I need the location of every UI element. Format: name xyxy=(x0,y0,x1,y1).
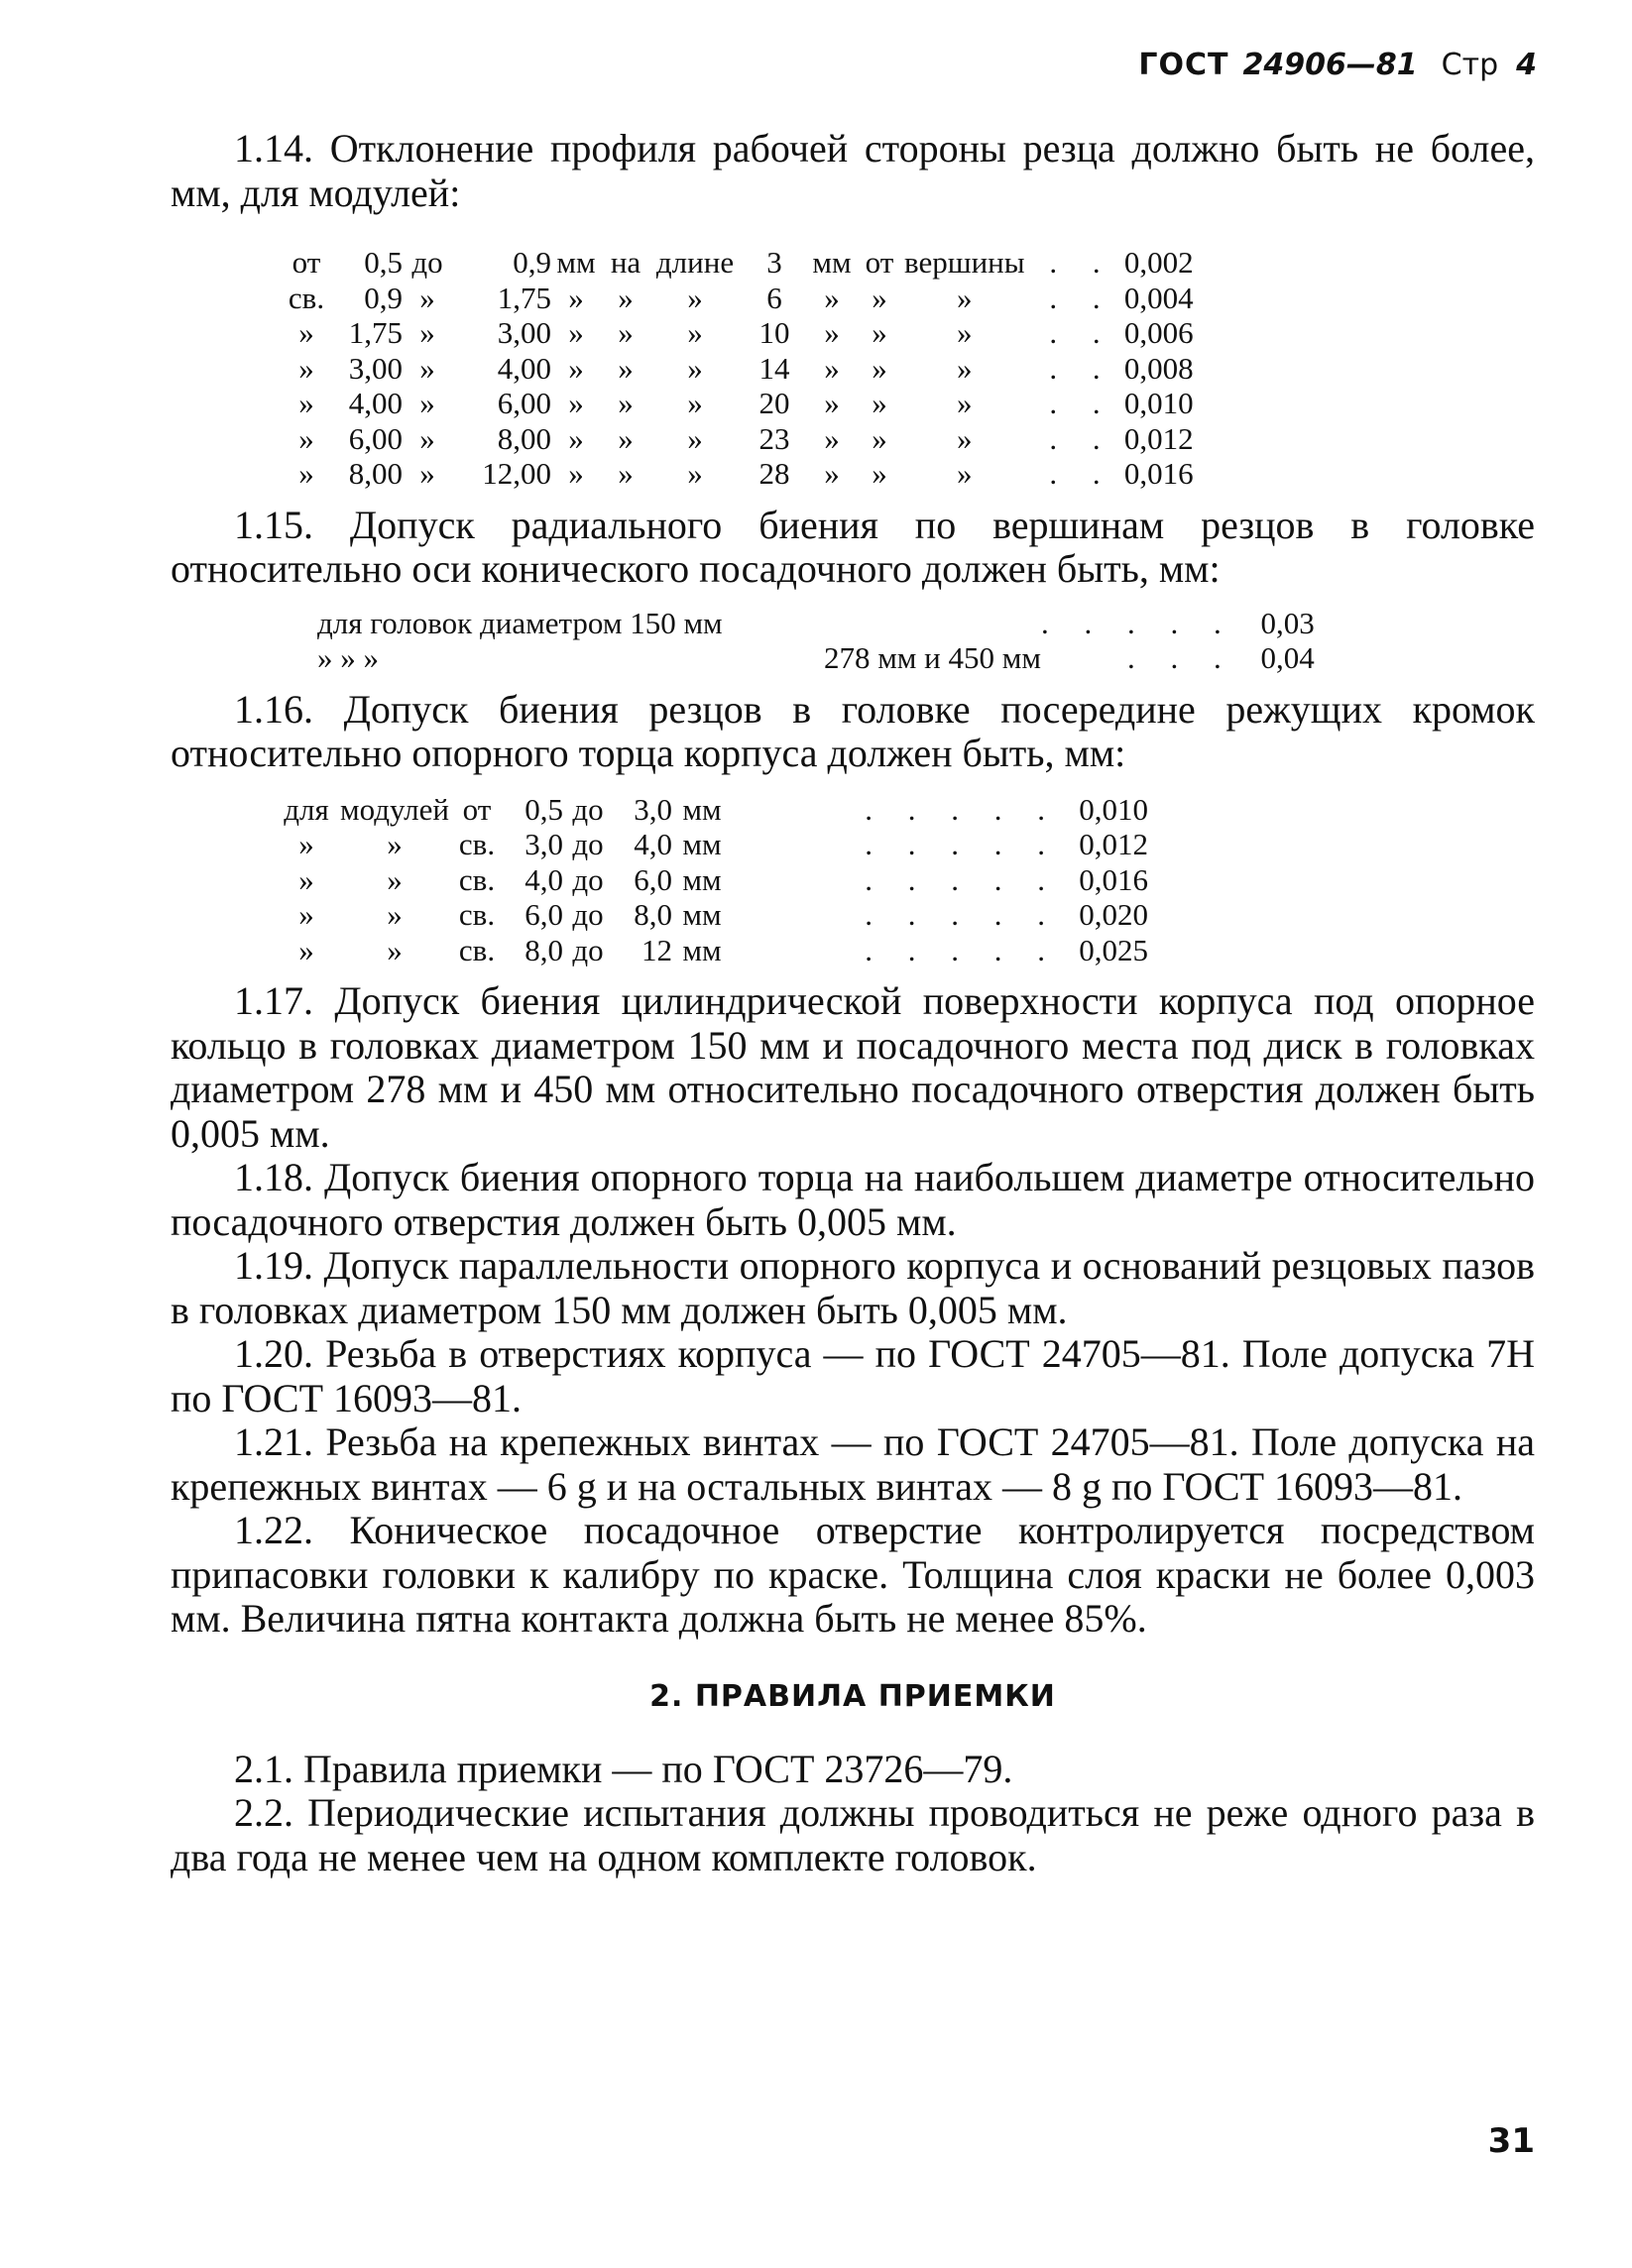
table-cell: » xyxy=(824,315,840,350)
table-cell: » xyxy=(568,456,584,491)
table-cell: » xyxy=(568,420,584,456)
table-cell: » xyxy=(872,386,887,420)
table-cell: 0,016 xyxy=(1079,861,1148,897)
table-cell: 4,00 xyxy=(348,386,403,420)
table-cell: . . . . . xyxy=(865,861,1059,897)
table-cell: 0,03 xyxy=(1260,605,1315,640)
table-cell: » xyxy=(824,350,840,386)
clause-1-14: 1.14. Отклонение профиля рабочей стороны резца должно быть не более, мм, для модулей: xyxy=(171,126,1535,215)
table-row xyxy=(317,640,1315,676)
table-cell: . . xyxy=(1049,245,1114,280)
table-cell: 3,0 xyxy=(634,791,672,827)
table-cell: » xyxy=(957,456,973,491)
table-cell: » xyxy=(824,456,840,491)
table-cell: 6,00 xyxy=(497,386,551,420)
table-cell: 0,9 xyxy=(364,280,403,315)
table-cell: 23 xyxy=(758,420,790,456)
table-cell: » xyxy=(568,350,584,386)
table-cell: модулей xyxy=(340,791,449,827)
table-cell: 4,0 xyxy=(634,827,672,861)
table-cell: » xyxy=(957,280,973,315)
table-cell: . . xyxy=(1049,350,1114,386)
table-row xyxy=(282,456,1194,492)
table-cell xyxy=(744,606,1041,641)
table-cell: 12 xyxy=(641,932,672,967)
document-body xyxy=(171,127,1535,1879)
header-standard-number: 24906—81 xyxy=(1242,48,1418,82)
table-cell: 1,75 xyxy=(348,315,403,350)
section-heading-acceptance-rules: 2. ПРАВИЛА ПРИЕМКИ xyxy=(649,1678,1056,1714)
clause-1-16: 1.16. Допуск биения резцов в головке посередине режущих кромок относительно опорного торца корпуса должен быть, мм: xyxy=(171,686,1535,775)
table-cell: . . xyxy=(1049,315,1114,350)
table-cell: 0,006 xyxy=(1123,315,1194,350)
table-cell: св. xyxy=(458,932,496,967)
table-cell: до xyxy=(572,897,604,932)
table-cell: мм xyxy=(682,861,722,897)
table-cell: » xyxy=(298,897,314,932)
table-cell: 0,016 xyxy=(1123,456,1194,491)
table-cell: 4,0 xyxy=(525,861,563,897)
table-cell: » xyxy=(618,420,634,456)
table-cell: 1,75 xyxy=(497,280,551,315)
table-cell: мм xyxy=(682,897,722,932)
table-cell: » xyxy=(618,386,634,420)
table-cell: . . . . . xyxy=(1041,605,1235,640)
table-cell: » xyxy=(687,386,703,420)
table-cell: 0,9 xyxy=(513,245,551,280)
table-cell: 6,00 xyxy=(348,420,403,456)
table-cell: 0,010 xyxy=(1123,386,1194,420)
table-cell: » xyxy=(298,456,314,491)
table-cell: 0,012 xyxy=(1079,827,1148,861)
profile-deviation-table xyxy=(282,245,1194,492)
table-cell: св. xyxy=(458,897,496,932)
table-cell: . . . . . xyxy=(865,932,1059,967)
table-cell: . . . xyxy=(1127,640,1235,675)
table-cell: » xyxy=(687,315,703,350)
table-cell: от xyxy=(462,791,492,827)
table-cell: » xyxy=(419,456,435,491)
table-cell: 6,0 xyxy=(525,897,563,932)
table-cell: мм xyxy=(556,245,596,280)
table-cell: 12,00 xyxy=(482,456,551,491)
table-row xyxy=(282,315,1194,351)
table-cell: » xyxy=(568,386,584,420)
table-cell: » xyxy=(298,420,314,456)
table-cell: » xyxy=(298,386,314,420)
table-cell: » xyxy=(419,280,435,315)
table-cell: 0,025 xyxy=(1079,932,1148,967)
cutter-runout-table xyxy=(276,792,1148,968)
table-cell: мм xyxy=(682,827,722,861)
table-cell: 8,0 xyxy=(525,932,563,967)
table-cell: до xyxy=(411,245,443,280)
clause-2-2: 2.2. Периодические испытания должны проводиться не реже одного раза в два года не менее чем на одном комплекте головок. xyxy=(171,1790,1535,1879)
table-cell: до xyxy=(572,932,604,967)
table-row xyxy=(282,245,1194,281)
table-cell: » xyxy=(872,420,887,456)
table-cell: » xyxy=(387,932,403,967)
clause-1-19: 1.19. Допуск параллельности опорного корпуса и оснований резцовых пазов в головках диаметром 150 мм должен быть 0,005 мм. xyxy=(171,1243,1535,1332)
table-cell: » xyxy=(387,827,403,861)
table-cell: от xyxy=(865,245,894,280)
table-cell: 0,010 xyxy=(1079,791,1148,827)
table-cell: » xyxy=(872,456,887,491)
table-cell: на xyxy=(610,245,641,280)
table-cell: » xyxy=(872,280,887,315)
table-cell: св. xyxy=(288,280,325,315)
table-cell: для xyxy=(284,791,329,827)
table-cell: . . xyxy=(1049,386,1114,420)
table-cell: 8,00 xyxy=(497,420,551,456)
clause-2-1: 2.1. Правила приемки — по ГОСТ 23726—79. xyxy=(234,1746,1013,1791)
table-cell: » xyxy=(419,386,435,420)
table-cell: . . xyxy=(1049,420,1114,456)
table-cell: » xyxy=(298,861,314,897)
table-cell: 6 xyxy=(766,280,782,315)
table-row xyxy=(317,606,1315,641)
table-cell: » xyxy=(298,315,314,350)
table-cell: 8,0 xyxy=(634,897,672,932)
table-cell: до xyxy=(572,791,604,827)
table-cell: » xyxy=(872,350,887,386)
table-cell: » xyxy=(957,386,973,420)
table-cell: мм xyxy=(682,932,722,967)
table-cell: . . . . . xyxy=(865,791,1059,827)
table-cell: » xyxy=(419,350,435,386)
table-cell: » xyxy=(957,420,973,456)
table-cell: до xyxy=(572,861,604,897)
table-cell: » xyxy=(298,827,314,861)
table-cell: св. xyxy=(458,861,496,897)
table-cell: . . xyxy=(1049,456,1114,491)
table-row xyxy=(276,933,1148,968)
table-cell: » xyxy=(687,420,703,456)
table-row xyxy=(282,386,1194,421)
clause-1-22: 1.22. Коническое посадочное отверстие контролируется посредством припасовки головки к калибру по краске. Толщина слоя краски не более 0,003 мм. Величина пятна контакта должна быть не менее 85%. xyxy=(171,1508,1535,1641)
table-cell: 3,00 xyxy=(348,350,403,386)
table-cell: » xyxy=(824,280,840,315)
table-cell: » xyxy=(687,280,703,315)
table-row xyxy=(276,792,1148,828)
table-cell: 3 xyxy=(766,245,782,280)
table-cell: » xyxy=(687,456,703,491)
table-cell: » xyxy=(568,315,584,350)
table-cell: 3,0 xyxy=(525,827,563,861)
table-cell: 4,00 xyxy=(497,350,551,386)
table-cell: 20 xyxy=(758,386,790,420)
table-cell: мм xyxy=(812,245,852,280)
header-page-label: Стр xyxy=(1441,48,1499,82)
table-cell: » xyxy=(298,932,314,967)
table-row xyxy=(276,827,1148,862)
table-cell: 28 xyxy=(758,456,790,491)
page-header xyxy=(1138,48,1537,82)
table-cell: мм xyxy=(682,791,722,827)
table-cell: 14 xyxy=(758,350,790,386)
table-cell: . . . . . xyxy=(865,897,1059,932)
table-cell: » xyxy=(872,315,887,350)
clause-1-18: 1.18. Допуск биения опорного торца на наибольшем диаметре относительно посадочного отверстия должен быть 0,005 мм. xyxy=(171,1155,1535,1244)
table-cell: » xyxy=(419,315,435,350)
clause-1-20: 1.20. Резьба в отверстиях корпуса — по ГОСТ 24705—81. Поле допуска 7Н по ГОСТ 16093—81. xyxy=(171,1331,1535,1420)
table-cell: » xyxy=(387,897,403,932)
table-cell: » xyxy=(387,861,403,897)
clause-1-21: 1.21. Резьба на крепежных винтах — по ГОСТ 24705—81. Поле допуска на крепежных винтах — 6 g и на остальных винтах — 8 g по ГОСТ 16093—81. xyxy=(171,1419,1535,1509)
clause-1-17: 1.17. Допуск биения цилиндрической поверхности корпуса под опорное кольцо в головках диаметром 150 мм и посадочного места под диск в головках диаметром 278 мм и 450 мм относительно посадочного отверстия должен быть 0,005 мм. xyxy=(171,978,1535,1156)
radial-runout-table xyxy=(317,606,1315,676)
table-cell: 0,020 xyxy=(1079,897,1148,932)
table-cell: 0,012 xyxy=(1123,420,1194,456)
table-cell: » xyxy=(298,350,314,386)
table-cell: для головок диаметром 150 мм xyxy=(317,605,723,640)
table-cell: 0,004 xyxy=(1123,280,1194,315)
header-page-number: 4 xyxy=(1516,48,1537,82)
table-cell: длине xyxy=(655,245,735,280)
table-row xyxy=(276,862,1148,898)
table-cell: » xyxy=(568,280,584,315)
table-cell: » xyxy=(957,315,973,350)
table-cell: до xyxy=(572,827,604,861)
table-row xyxy=(282,281,1194,316)
table-cell: . . . . . xyxy=(865,827,1059,861)
table-cell: » xyxy=(618,456,634,491)
table-cell: 0,5 xyxy=(525,791,563,827)
table-cell: от xyxy=(291,245,321,280)
page-number: 31 xyxy=(1487,2121,1535,2161)
table-cell: » xyxy=(824,420,840,456)
table-cell: » » » xyxy=(317,640,379,675)
table-cell: 0,04 xyxy=(1260,640,1315,675)
table-cell: 6,0 xyxy=(634,861,672,897)
table-cell: 0,002 xyxy=(1123,245,1194,280)
table-row xyxy=(276,897,1148,933)
table-cell: св. xyxy=(458,827,496,861)
table-cell: » xyxy=(957,350,973,386)
table-row xyxy=(282,421,1194,457)
table-cell: » xyxy=(618,350,634,386)
table-cell: 3,00 xyxy=(497,315,551,350)
header-standard: ГОСТ xyxy=(1138,48,1229,82)
table-cell: . . xyxy=(1049,280,1114,315)
table-cell: » xyxy=(419,420,435,456)
table-cell: 10 xyxy=(758,315,790,350)
table-row xyxy=(282,351,1194,387)
table-cell: 0,008 xyxy=(1123,350,1194,386)
table-cell: » xyxy=(687,350,703,386)
table-cell: 8,00 xyxy=(348,456,403,491)
table-cell: вершины xyxy=(904,245,1025,280)
clause-1-15: 1.15. Допуск радиального биения по вершинам резцов в головке относительно оси конического посадочного должен быть, мм: xyxy=(171,502,1535,591)
table-cell: 278 мм и 450 мм xyxy=(823,640,1041,675)
table-cell: » xyxy=(824,386,840,420)
table-cell: » xyxy=(618,280,634,315)
table-cell: » xyxy=(618,315,634,350)
table-cell: 0,5 xyxy=(364,245,403,280)
